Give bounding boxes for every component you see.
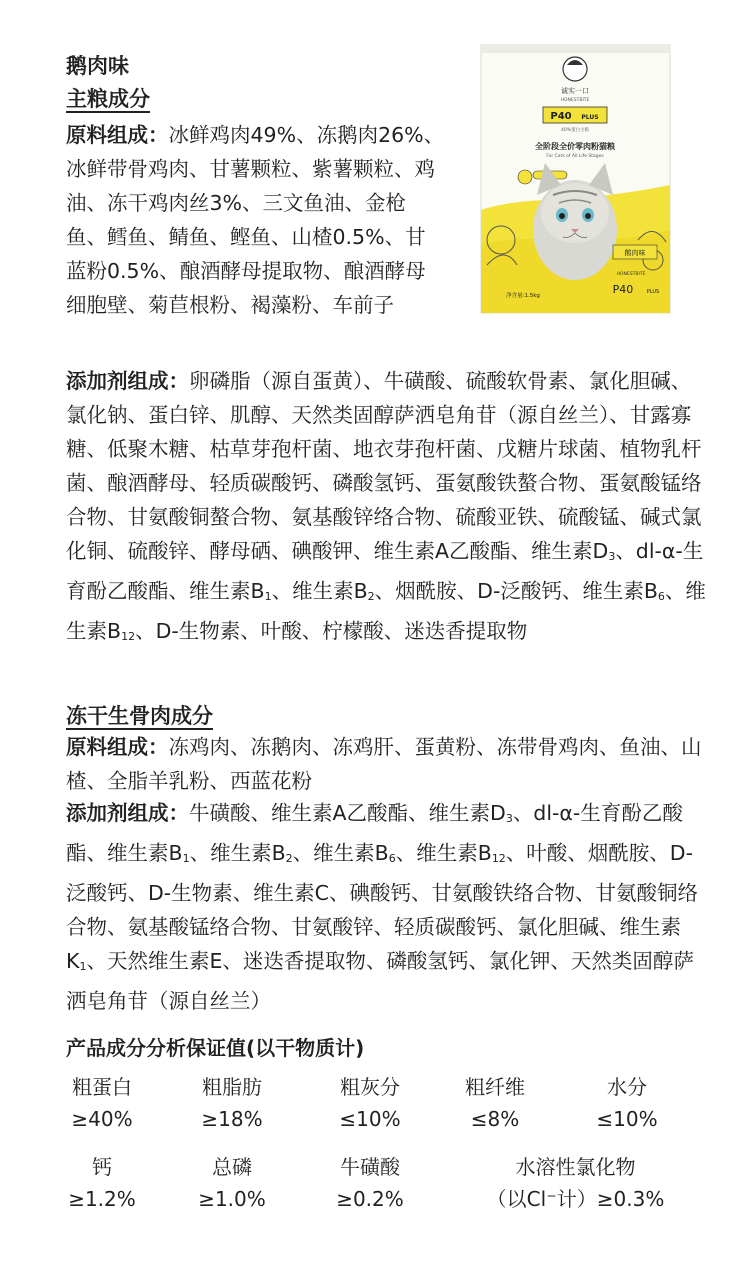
freeze-additives-text: 、天然维生素E、迷迭香提取物、磷酸氢钙、氯化钾、天然类固醇萨洒皂角苷（源自丝兰） (66, 949, 694, 1013)
subscript: 2 (285, 852, 293, 865)
main-ingredients-text: 冰鲜鸡肉49%、冻鹅肉26%、冰鲜带骨鸡肉、甘薯颗粒、紫薯颗粒、鸡油、冻干鸡肉丝3%、三文鱼油、金枪鱼、鳕鱼、鲭鱼、鲣鱼、山楂0.5%、甘蓝粉0.5%、酿酒酵母提取物、酿酒酵母细胞壁、菊苣根粉、褐藻粉、车前子 (66, 123, 445, 317)
freeze-dried-section-title: 冻干生骨肉成分 (66, 704, 213, 728)
main-additives-text: 、维生素B (271, 579, 368, 603)
analysis-item (435, 1072, 555, 1134)
analysis-item-value: ≥18% (201, 1107, 263, 1131)
analysis-item (42, 1152, 162, 1214)
bag-product-name-en: For Cats of All Life Stages (546, 154, 604, 159)
analysis-item-name: 水分 (607, 1075, 647, 1099)
bag-badge-bottom: P40 (612, 283, 634, 296)
analysis-title: 产品成分分析保证值(以干物质计) (66, 1036, 365, 1060)
flavor-title: 鹅肉味 (66, 54, 129, 78)
freeze-additives-label: 添加剂组成： (66, 801, 189, 825)
product-bag-image (463, 35, 688, 325)
analysis-item-value: ≤8% (470, 1107, 520, 1131)
main-additives-text: 、维生素B (66, 579, 706, 643)
cat-illustration (533, 163, 617, 280)
analysis-item-name: 粗脂肪 (202, 1075, 262, 1099)
freeze-additives-text: 、维生素B (395, 841, 492, 865)
main-food-section-title: 主粮成分 (66, 87, 150, 111)
subscript: 1 (264, 590, 272, 603)
main-additives-text: 、烟酰胺、D-泛酸钙、维生素B (374, 579, 658, 603)
main-ingredients-paragraph (66, 118, 446, 322)
analysis-item-value: ≥0.2% (336, 1187, 404, 1211)
main-additives-text: 、dl-α-生育酚乙酸酯、维生素B (66, 539, 704, 603)
main-ingredients-label: 原料组成： (66, 123, 169, 147)
analysis-item-name: 钙 (92, 1155, 112, 1179)
main-additives-text: 、D-生物素、叶酸、柠檬酸、迷迭香提取物 (135, 619, 528, 643)
analysis-item (310, 1152, 430, 1214)
analysis-item (310, 1072, 430, 1134)
analysis-item-value: ≥1.0% (198, 1187, 266, 1211)
analysis-item (567, 1072, 687, 1134)
subscript: 12 (121, 630, 136, 643)
bag-brand-cn: 诚实一口 (561, 87, 589, 95)
subscript: 3 (608, 550, 616, 563)
main-additives-label: 添加剂组成： (66, 369, 189, 393)
analysis-item-name: 粗纤维 (465, 1075, 525, 1099)
freeze-ingredients-label: 原料组成： (66, 735, 169, 759)
bag-net-weight: 净含量:1.5kg (506, 293, 540, 299)
analysis-item (468, 1152, 683, 1214)
analysis-item-value: ≥40% (71, 1107, 133, 1131)
freeze-additives-paragraph (66, 796, 706, 1018)
analysis-item (172, 1072, 292, 1134)
bag-brand-en: HONESTBITE (560, 98, 590, 103)
analysis-item-name: 总磷 (212, 1155, 252, 1179)
analysis-item (172, 1152, 292, 1214)
freeze-ingredients-text: 冻鸡肉、冻鹅肉、冻鸡肝、蛋黄粉、冻带骨鸡肉、鱼油、山楂、全脂羊乳粉、西蓝花粉 (66, 735, 702, 793)
analysis-item-name: 水溶性氯化物 (515, 1155, 636, 1179)
freeze-additives-text: 、维生素B (292, 841, 389, 865)
bag-badge-plus: PLUS (581, 114, 599, 121)
subscript: 1 (79, 960, 87, 973)
bag-badge-plus-bottom: PLUS (646, 289, 660, 295)
subscript: 1 (182, 852, 190, 865)
bag-flavor-tag: 鹅肉味 (624, 249, 646, 257)
analysis-item-name: 牛磺酸 (340, 1155, 400, 1179)
subscript: 6 (388, 852, 396, 865)
freeze-additives-text: 、维生素B (189, 841, 286, 865)
analysis-item-value: ≥1.2% (68, 1187, 136, 1211)
analysis-item-value: （以Cl⁻计）≥0.3% (486, 1187, 665, 1211)
main-additives-paragraph (66, 364, 706, 654)
freeze-ingredients-paragraph (66, 730, 706, 798)
subscript: 6 (657, 590, 665, 603)
bag-tagline: 40%蛋白主粮 (560, 128, 590, 133)
freeze-additives-text: 牛磺酸、维生素A乙酸酯、维生素D (189, 801, 506, 825)
analysis-item-value: ≤10% (596, 1107, 658, 1131)
subscript: 3 (505, 812, 513, 825)
freeze-additives-text: 、dl-α-生育酚乙酸酯、维生素B (66, 801, 683, 865)
bag-product-name: 全阶段全价零肉粉猫粮 (535, 142, 615, 151)
analysis-item-name: 粗灰分 (340, 1075, 400, 1099)
subscript: 12 (491, 852, 506, 865)
analysis-item-name: 粗蛋白 (72, 1075, 132, 1099)
analysis-item (42, 1072, 162, 1134)
bag-badge: P40 (550, 111, 572, 122)
analysis-item-value: ≤10% (339, 1107, 401, 1131)
main-additives-text: 卵磷脂（源自蛋黄）、牛磺酸、硫酸软骨素、氯化胆碱、氯化钠、蛋白锌、肌醇、天然类固醇萨洒皂角苷（源自丝兰）、甘露寡糖、低聚木糖、枯草芽孢杆菌、地衣芽孢杆菌、戊糖片球菌、植物乳杆菌、酿酒酵母、轻质碳酸钙、磷酸氢钙、蛋氨酸铁螯合物、蛋氨酸锰络合物、甘氨酸铜螯合物、氨基酸锌络合物、硫酸亚铁、硫酸锰、碱式氯化铜、硫酸锌、酵母硒、碘酸钾、维生素A乙酸酯、维生素D (66, 369, 702, 563)
subscript: 2 (367, 590, 375, 603)
bag-brand-en-bottom: HONESTBITE (616, 272, 646, 277)
freeze-additives-text: 、叶酸、烟酰胺、D-泛酸钙、D-生物素、维生素C、碘酸钙、甘氨酸铁络合物、甘氨酸铜络合物、氨基酸锰络合物、甘氨酸锌、轻质碳酸钙、氯化胆碱、维生素K (66, 841, 698, 973)
